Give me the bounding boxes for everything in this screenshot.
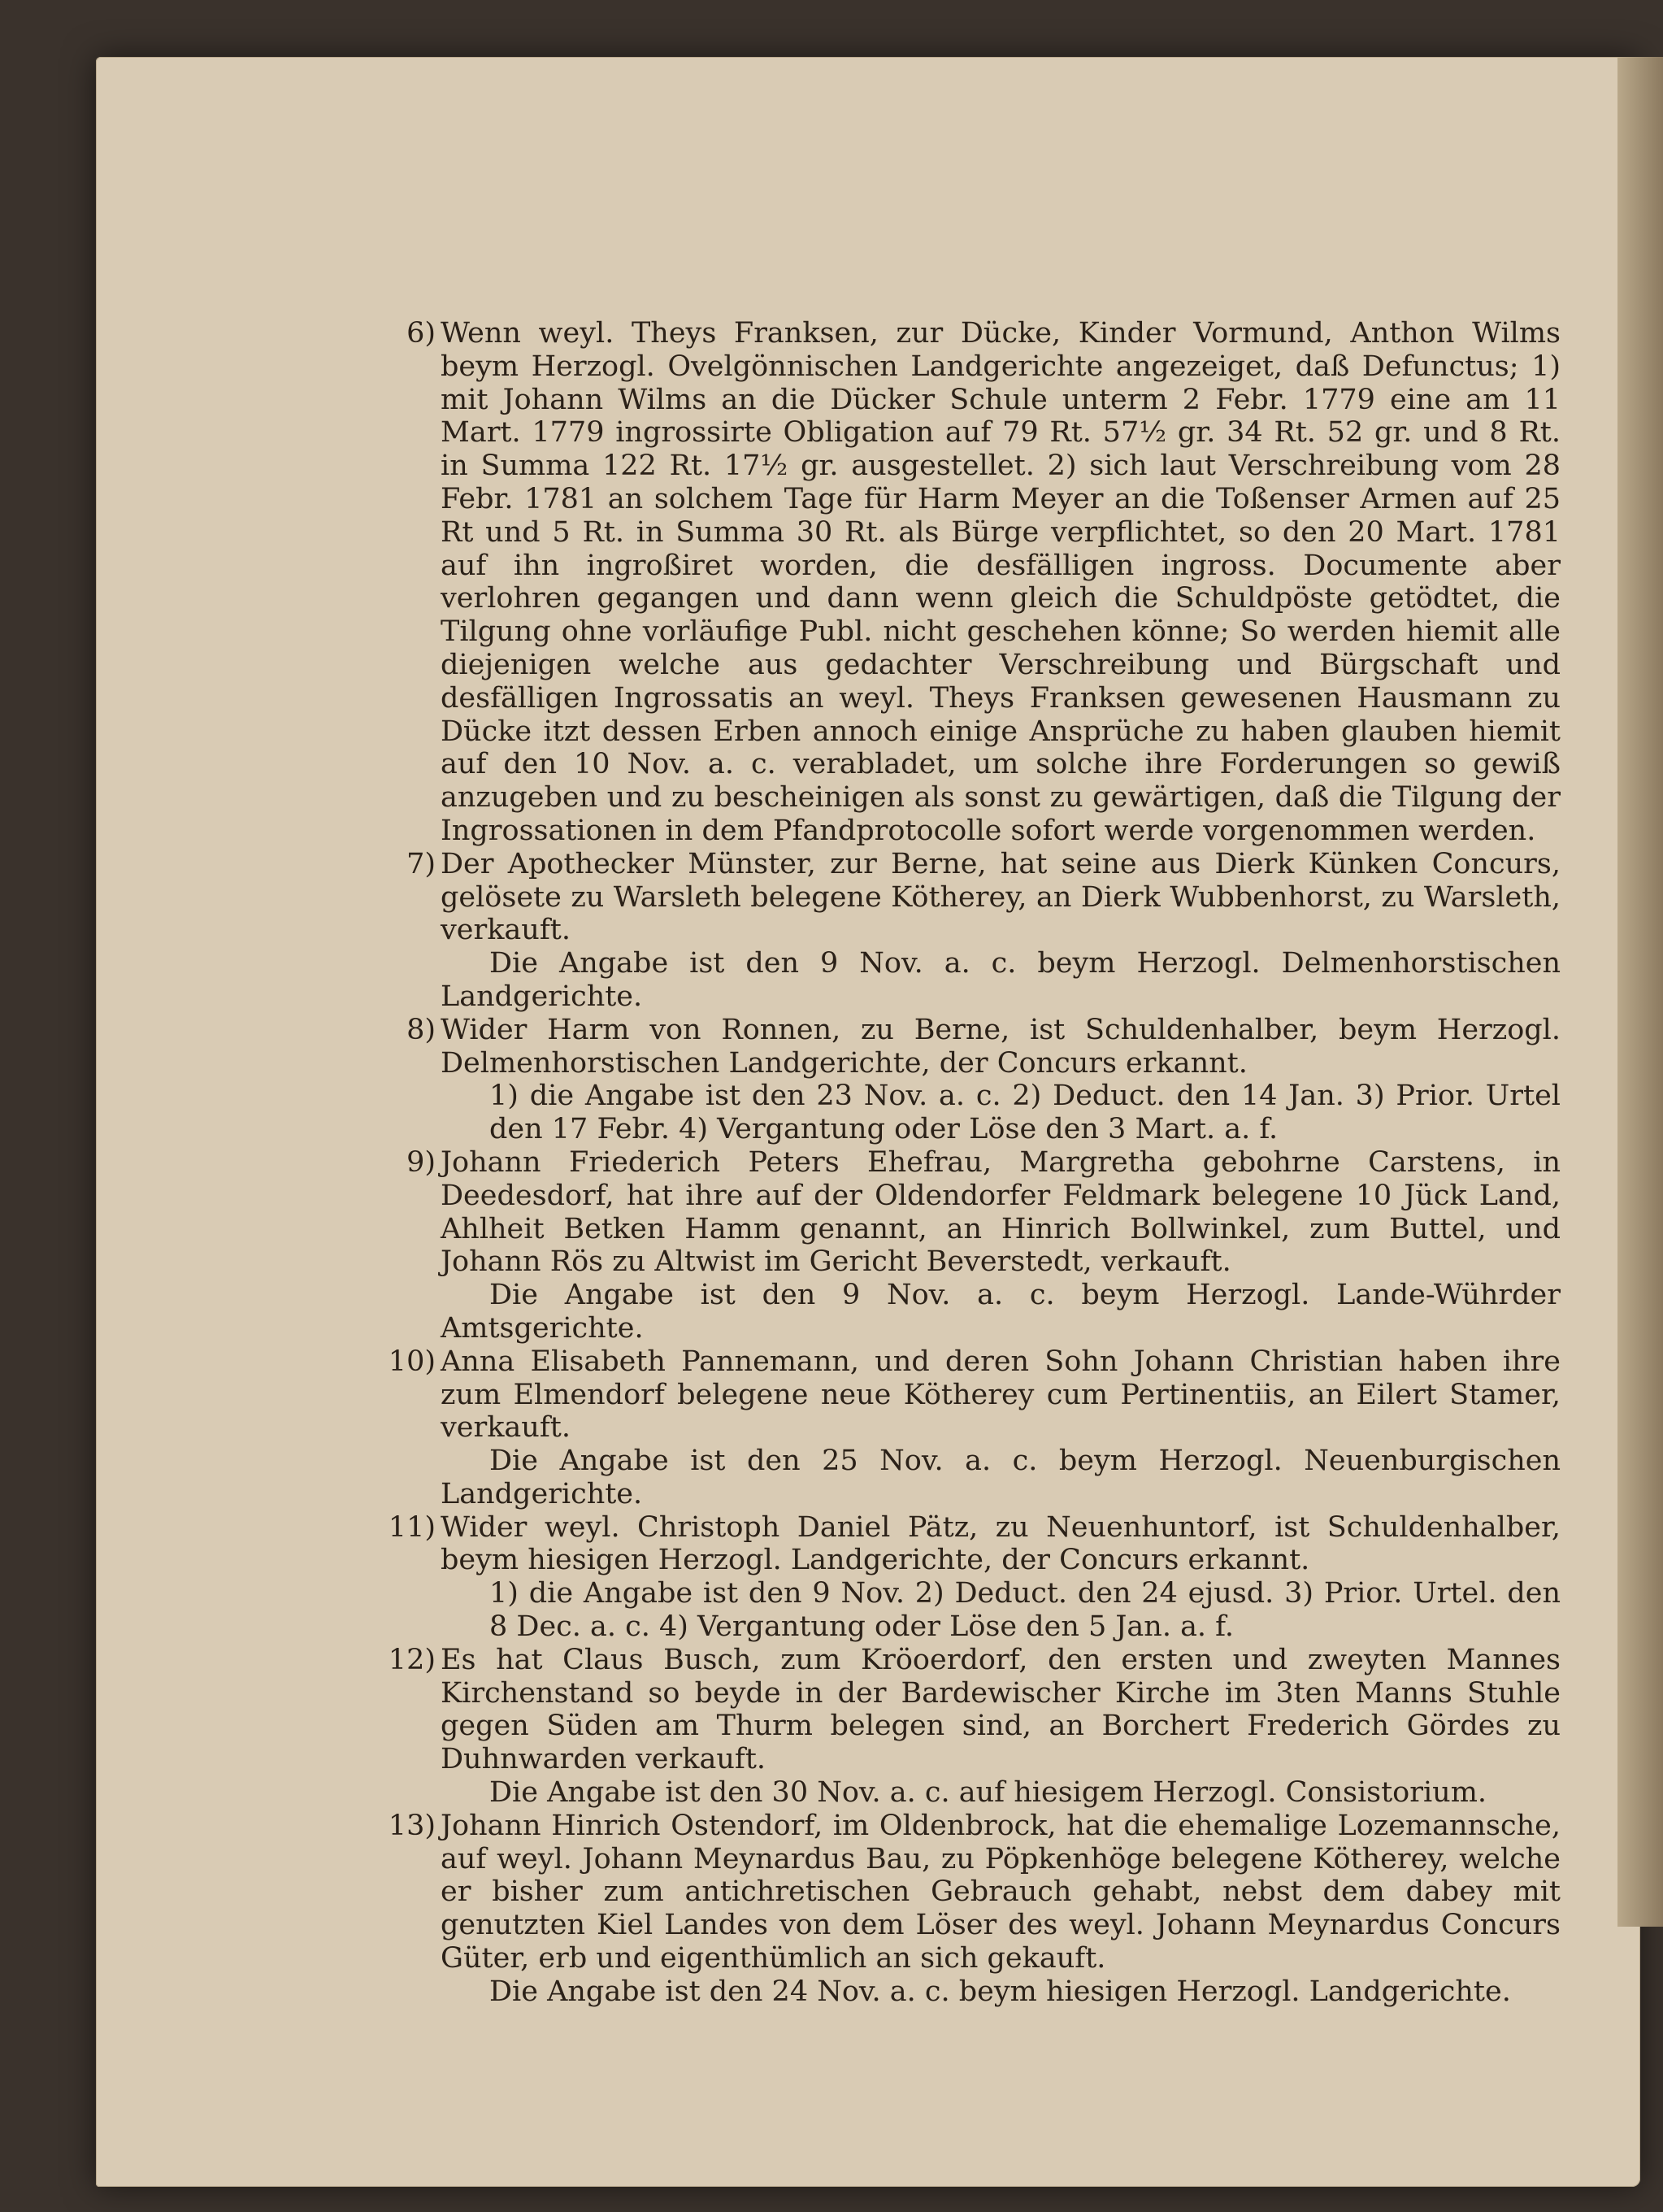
entry-number: 8) [406,1013,436,1046]
entry-body: Johann Hinrich Ostendorf, im Oldenbrock, hat die ehemalige Lozemannsche, auf weyl. Johann Meynardus Bau, zu Pöpkenhöge belegene Kötherey, welche er bisher zum antichretischen Gebrauch gehabt, nebst dem dabey mit genutzten Kiel Landes von dem Löser des weyl. Johann Meynardus Concurs Güter, erb und eigenthümlich an sich gekauft. [441,1809,1561,1975]
entry-12 [390,1644,1561,1810]
entry-10 [390,1345,1561,1511]
entry-text [390,1345,1561,1445]
entry-body: Der Apothecker Münster, zur Berne, hat seine aus Dierk Künken Concurs, gelösete zu Warsleth belegene Kötherey, an Dierk Wubbenhorst, zu Warsleth, verkauft. [441,847,1561,947]
entry-notice: Die Angabe ist den 30 Nov. a. c. auf hiesigem Herzogl. Consistorium. [489,1776,1487,1810]
entry-body: Wenn weyl. Theys Franksen, zur Dücke, Kinder Vormund, Anthon Wilms beym Herzogl. Ovelgönnischen Landgerichte angezeiget, daß Defunctus; 1) mit Johann Wilms an die Dücker Schule unterm 2 Febr. 1779 eine am 11 Mart. 1779 ingrossirte Obligation auf 79 Rt. 57½ gr. 34 Rt. 52 gr. und 8 Rt. in Summa 122 Rt. 17½ gr. ausgestellet. 2) sich laut Verschreibung vom 28 Febr. 1781 an solchem Tage für Harm Meyer an die Toßenser Armen auf 25 Rt und 5 Rt. in Summa 30 Rt. als Bürge verpflichtet, so den 20 Mart. 1781 auf ihn ingroßiret worden, die desfälligen ingross. Documente aber verlohren gegangen und dann wenn gleich die Schuldpöste getödtet, die Tilgung ohne vorläufige Publ. nicht geschehen könne; So werden hiemit alle diejenigen welche aus gedachter Verschreibung und Bürgschaft und desfälligen Ingrossatis an weyl. Theys Franksen gewesenen Hausmann zu Dücke itzt dessen Erben annoch einige Ansprüche zu haben glauben hiemit auf den 10 Nov. a. c. verabladet, um solche ihre Forderungen so gewiß anzugeben und zu bescheinigen als sonst zu gewärtigen, daß die Tilgung der Ingrossationen in dem Pfandprotocolle sofort werde vorgenommen werden. [441,317,1561,847]
entry-notice: Die Angabe ist den 25 Nov. a. c. beym Herzogl. Neuenburgischen Landgerichte. [441,1445,1561,1510]
entry-text [390,1810,1561,1975]
entry-text [390,1644,1561,1776]
entry-9 [390,1146,1561,1345]
entry-notice: Die Angabe ist den 9 Nov. a. c. beym Herzogl. Lande-Wührder Amtsgerichte. [441,1279,1561,1345]
entry-11 [390,1511,1561,1644]
entry-number: 12) [388,1643,436,1676]
entry-text [390,1511,1561,1578]
entry-number: 9) [406,1145,436,1179]
entry-notice: 1) die Angabe ist den 23 Nov. a. c. 2) Deduct. den 14 Jan. 3) Prior. Urtel den 17 Febr. 4) Vergantung oder Löse den 3 Mart. a. f. [489,1080,1561,1146]
entry-text [390,1014,1561,1080]
entry-7 [390,848,1561,1014]
entry-text [390,1146,1561,1279]
entry-notice: Die Angabe ist den 24 Nov. a. c. beym hiesigen Herzogl. Landgerichte. [489,1975,1511,2008]
entry-body: Wider weyl. Christoph Daniel Pätz, zu Neuenhuntorf, ist Schuldenhalber, beym hiesigen Herzogl. Landgerichte, der Concurs erkannt. [441,1510,1561,1577]
entry-number: 7) [406,847,436,880]
entry-number: 10) [388,1345,436,1378]
entry-body: Johann Friederich Peters Ehefrau, Margretha gebohrne Carstens, in Deedesdorf, hat ihre auf der Oldendorfer Feldmark belegene 10 Jück Land, Ahlheit Betken Hamm genannt, an Hinrich Bollwinkel, zum Buttel, und Johann Rös zu Altwist im Gericht Beverstedt, verkauft. [441,1145,1561,1279]
entry-text [390,848,1561,947]
entry-number: 13) [388,1809,436,1842]
entry-notice: 1) die Angabe ist den 9 Nov. 2) Deduct. den 24 ejusd. 3) Prior. Urtel. den 8 Dec. a. c. 4) Vergantung oder Löse den 5 Jan. a. f. [489,1577,1561,1644]
entry-notice: Die Angabe ist den 9 Nov. a. c. beym Herzogl. Delmenhorstischen Landgerichte. [441,947,1561,1013]
entry-8 [390,1014,1561,1146]
facing-page-edge [1617,57,1663,1927]
notice-list [390,317,1561,2009]
entry-number: 11) [388,1510,436,1544]
entry-text [390,317,1561,848]
entry-number: 6) [406,317,436,350]
entry-body: Es hat Claus Busch, zum Kröoerdorf, den ersten und zweyten Mannes Kirchenstand so beyde in der Bardewischer Kirche im 3ten Manns Stuhle gegen Süden am Thurm belegen sind, an Borchert Frederich Gördes zu Duhnwarden verkauft. [441,1643,1561,1776]
entry-13 [390,1810,1561,2009]
entry-body: Anna Elisabeth Pannemann, und deren Sohn Johann Christian haben ihre zum Elmendorf belegene neue Kötherey cum Pertinentiis, an Eilert Stamer, verkauft. [441,1345,1561,1445]
entry-body: Wider Harm von Ronnen, zu Berne, ist Schuldenhalber, beym Herzogl. Delmenhorstischen Landgerichte, der Concurs erkannt. [441,1013,1561,1080]
entry-6 [390,317,1561,848]
